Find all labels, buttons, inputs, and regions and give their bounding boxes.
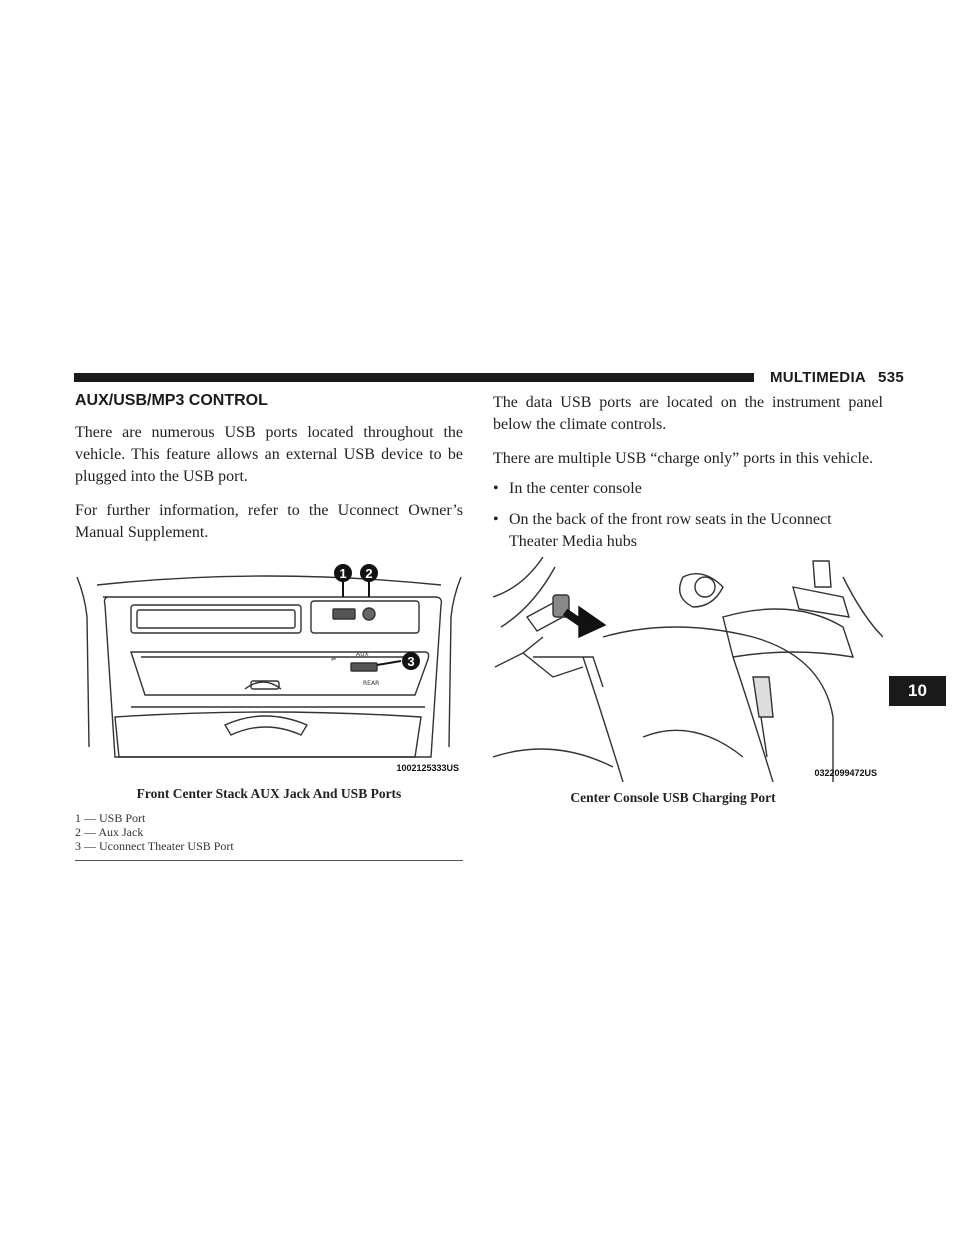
figure-code: 1002125333US (396, 763, 459, 773)
paragraph: The data USB ports are located on the instrument panel below the climate controls. (493, 394, 883, 433)
callout-3: 3 (407, 654, 415, 669)
chapter-tab: 10 (889, 676, 946, 706)
paragraph: There are numerous USB ports located throughout the vehicle. This feature allows an external USB device to be plugged into the USB port. (75, 424, 463, 485)
center-stack-illustration (75, 557, 463, 777)
legend-item: 1 — USB Port (75, 811, 146, 825)
list-item: • In the center console (493, 478, 883, 500)
figure-code: 0322099472US (814, 768, 877, 778)
figure-caption: Front Center Stack AUX Jack And USB Ports (136, 786, 402, 801)
rear-panel-label: REAR (363, 680, 380, 687)
legend-item: 2 — Aux Jack (75, 825, 144, 839)
header-section: MULTIMEDIA (770, 369, 867, 386)
section-title: AUX/USB/MP3 CONTROL (75, 392, 268, 409)
list-item: • On the back of the front row seats in the Uconnect Theater Media hubs (493, 509, 883, 553)
paragraph: There are multiple USB “charge only” ports in this vehicle. (493, 450, 874, 467)
callout-2: 2 (365, 566, 373, 581)
header-rule (74, 373, 754, 382)
center-console-illustration (493, 557, 883, 782)
running-header (770, 369, 904, 386)
figure-caption: Center Console USB Charging Port (570, 790, 776, 805)
aux-panel-label: AUX (356, 651, 369, 658)
page-number: 535 (878, 369, 904, 386)
svg-text:⇌: ⇌ (331, 656, 337, 663)
legend-rule (75, 860, 463, 861)
paragraph: For further information, refer to the Uconnect Owner’s Manual Supplement. (75, 502, 463, 541)
legend-item: 3 — Uconnect Theater USB Port (75, 839, 234, 853)
callout-1: 1 (339, 566, 347, 581)
left-column (75, 392, 463, 556)
figure-legend (75, 811, 234, 853)
